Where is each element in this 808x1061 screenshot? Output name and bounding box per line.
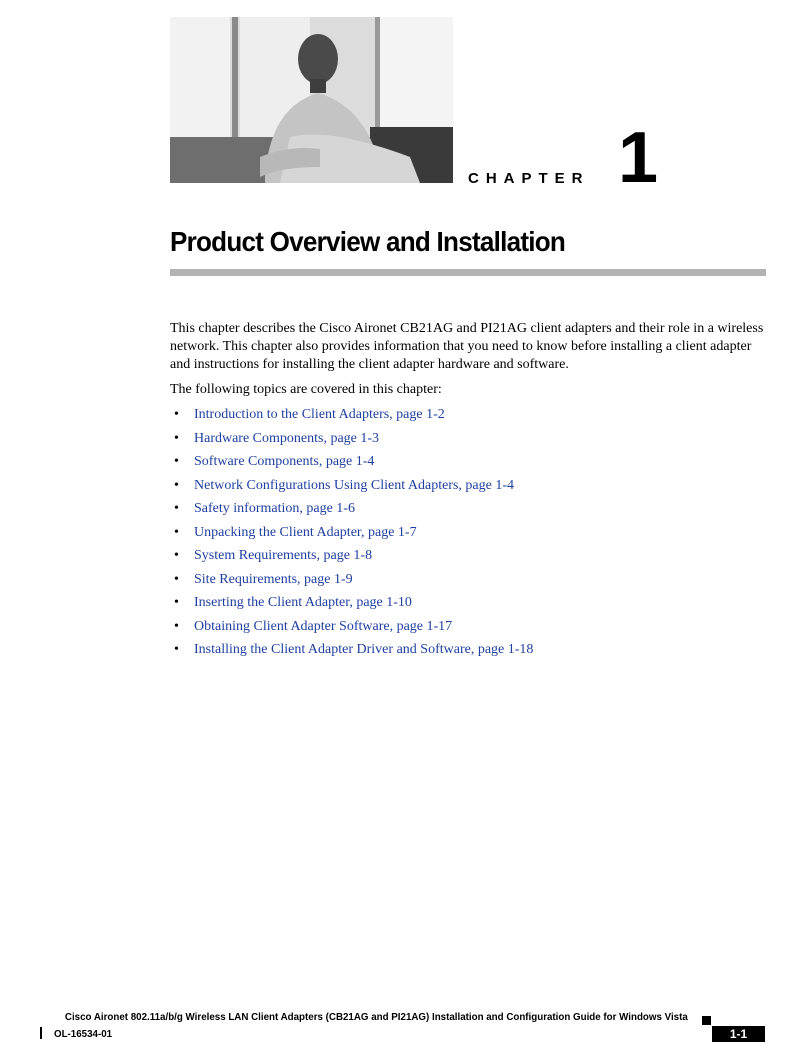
list-item — [170, 594, 770, 618]
topic-link[interactable]: Introduction to the Client Adapters, page 1-2 — [194, 407, 445, 422]
chapter-label: CHAPTER — [468, 170, 590, 187]
footer-guide-title: Cisco Aironet 802.11a/b/g Wireless LAN Client Adapters (CB21AG and PI21AG) Installation and Configuration Guide for Windows Vista — [65, 1011, 688, 1023]
list-item — [170, 618, 770, 642]
bullet-icon: • — [174, 454, 179, 469]
page-number: 1-1 — [712, 1026, 765, 1042]
bullet-icon: • — [174, 571, 179, 587]
bullet-icon: • — [174, 595, 179, 610]
bullet-icon: • — [174, 618, 179, 634]
topic-link[interactable]: Software Components, page 1-4 — [194, 454, 375, 469]
topic-link[interactable]: Site Requirements, page 1-9 — [194, 571, 353, 587]
person-photo-icon — [170, 17, 453, 183]
bullet-icon: • — [174, 501, 179, 516]
footer-tick — [40, 1027, 42, 1039]
title-divider — [170, 269, 766, 276]
list-item — [170, 406, 770, 430]
bullet-icon: • — [174, 642, 179, 657]
list-item — [170, 571, 770, 595]
topic-link[interactable]: Obtaining Client Adapter Software, page 1-17 — [194, 618, 453, 634]
topic-link[interactable]: Unpacking the Client Adapter, page 1-7 — [194, 524, 417, 540]
bullet-icon: • — [174, 477, 179, 493]
topic-link[interactable]: Network Configurations Using Client Adapters, page 1-4 — [194, 477, 515, 493]
list-item — [170, 477, 770, 501]
bullet-icon: • — [174, 430, 179, 446]
list-item — [170, 547, 770, 571]
list-item — [170, 430, 770, 454]
intro-paragraph: This chapter describes the Cisco Aironet CB21AG and PI21AG client adapters and their role in a wireless network. This chapter also provides information that you need to know before installing a client adapter and instructions for installing the client adapter hardware and software. — [170, 321, 764, 372]
list-item — [170, 453, 770, 477]
list-item — [170, 641, 770, 665]
footer-doc-number: OL-16534-01 — [54, 1028, 113, 1040]
topics-lead: The following topics are covered in this chapter: — [170, 382, 442, 397]
bullet-icon: • — [174, 407, 179, 422]
bullet-icon: • — [174, 548, 179, 563]
topic-link[interactable]: Hardware Components, page 1-3 — [194, 430, 380, 446]
topic-link[interactable]: Installing the Client Adapter Driver and Software, page 1-18 — [194, 642, 534, 657]
bullet-icon: • — [174, 524, 179, 540]
chapter-photo — [170, 17, 453, 183]
topic-link[interactable]: Safety information, page 1-6 — [194, 501, 355, 516]
chapter-body — [170, 320, 770, 665]
topic-link[interactable]: System Requirements, page 1-8 — [194, 548, 373, 563]
list-item — [170, 524, 770, 548]
page-title: Product Overview and Installation — [170, 226, 566, 257]
chapter-number: 1 — [618, 118, 659, 198]
topic-list — [170, 406, 770, 665]
list-item — [170, 500, 770, 524]
footer-marker — [702, 1016, 711, 1025]
topic-link[interactable]: Inserting the Client Adapter, page 1-10 — [194, 595, 412, 610]
